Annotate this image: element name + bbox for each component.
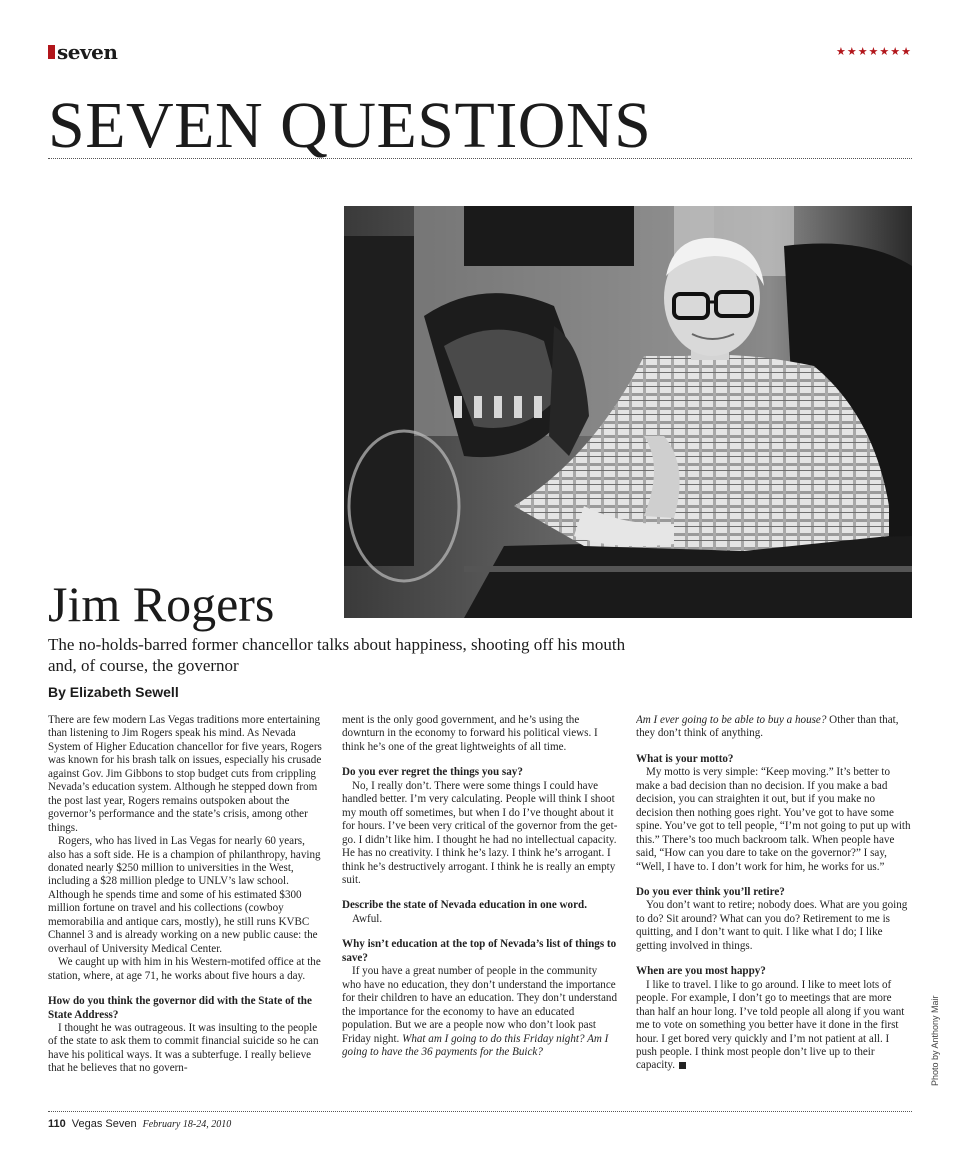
answer-1-continued: ment is the only good government, and he’s using the downturn in the economy to forward his political views. I think he’s one of the great lightweights of all time. <box>342 714 598 753</box>
portrait-photo <box>344 206 912 618</box>
question-5: What is your motto? <box>636 752 734 765</box>
question-2: Do you ever regret the things you say? <box>342 766 523 779</box>
answer-2: No, I really don’t. There were some things I could have handled better. I’m very calculating. People will think I shoot my mouth off sometimes, but when I do I’ve thought about it for hours. I’ve been very critical of the governor from the get-go. I didn’t like him. I thought he had no intellectual capacity. He has no creativity. I think he’s lazy. I think he’s arrogant. I think he’s destructively arrogant. I think he is really an empty suit. <box>342 779 618 886</box>
publication-name: Vegas Seven <box>71 1118 137 1130</box>
answer-3: Awful. <box>352 912 383 925</box>
answer-5: My motto is very simple: “Keep moving.” It’s better to make a bad decision than no decision. If you make a bad decision, you can straighten it out, but if you make no decision then nothing goes right. You’ve got to have some spine. You’ve got to tell people, “I’m not going to put up with this.” There’s too much backroom talk. When people have said, “How can you dare to take on the governor?” I say, “Well, I have to. I don’t work for him, he works for us.” <box>636 766 911 873</box>
question-7: When are you most happy? <box>636 965 766 978</box>
question-6: Do you ever think you’ll retire? <box>636 885 785 898</box>
question-1: How do you think the governor did with the State of the State Address? <box>48 995 312 1021</box>
byline: By Elizabeth Sewell <box>48 684 179 700</box>
answer-4-text: If you have a great number of people in the community who have no education, they don’t understand the importance for their children to have an education. They don’t understand the importance for the economy to have an educated population. But we are a people now who don’t look past Friday night. <box>342 965 617 1045</box>
article-column-1 <box>48 714 324 1104</box>
article-column-3 <box>636 714 912 1104</box>
end-of-article-mark <box>679 1062 686 1069</box>
header-dotted-rule <box>48 158 912 159</box>
answer-4-italic: What am I going to do this Friday night? Am I going to have the 36 payments for the Buick? <box>342 1032 609 1058</box>
answer-7-text: I like to travel. I like to go around. I like to meet lots of people. For example, I don’t go to meetings that are more than half an hour long. I’ve told people all along if you want me to vote on something you better have it done in the first hour. I get bored very quickly and I’m not patient at all. I push people. I think most people don’t live up to their capacity. <box>636 978 905 1072</box>
article-column-2 <box>342 714 618 1104</box>
question-3: Describe the state of Nevada education in one word. <box>342 899 587 912</box>
intro-paragraph-1: There are few modern Las Vegas traditions more entertaining than listening to Jim Rogers speak his mind. As Nevada System of Higher Education chancellor for five years, Rogers was known for his brash talk on issues, especially his crusade against Gov. Jim Gibbons to stop budget cuts from crippling Nevada’s education system. Although he stepped down from the post last year, Rogers remains outspoken about the governor’s performance and the state’s crisis, among other things. <box>48 714 322 834</box>
issue-date: February 18-24, 2010 <box>142 1119 232 1130</box>
magazine-logo <box>48 42 117 62</box>
article-headline: Jim Rogers <box>48 576 275 632</box>
star-rating-decoration: ★★★★★★★ <box>835 46 912 58</box>
answer-7 <box>636 979 912 1073</box>
intro-paragraph-2: Rogers, who has lived in Las Vegas for nearly 60 years, also has a soft side. He is a champion of philanthropy, having donated nearly $250 million to universities in the West, including a $28 million pledge to UNLV’s law school. Although he spends time and some of his estimated $300 million fortune on travel and his collections (cowboy memorabilia and antique cars, mostly), he still runs KVBC Channel 3 and is already working on a new public cause: the overhaul of University Medical Center. <box>48 835 321 955</box>
photo-credit: Photo by Anthony Mair <box>930 995 940 1086</box>
intro-paragraph-3: We caught up with him in his Western-motifed office at the station, where, at age 71, he works about five hours a day. <box>48 956 321 982</box>
logo-text: seven <box>57 40 118 64</box>
answer-4 <box>342 965 618 1059</box>
answer-4-text-continued: Other than that, they don’t think of anything. <box>636 714 899 740</box>
section-title: SEVEN QUESTIONS <box>48 89 652 162</box>
page-footer <box>48 1118 231 1130</box>
footer-dotted-rule <box>48 1111 912 1112</box>
question-4: Why isn’t education at the top of Nevada’s list of things to save? <box>342 938 617 964</box>
logo-accent-bar <box>48 45 55 59</box>
answer-1: I thought he was outrageous. It was insulting to the people of the state to ask them to commit financial suicide so he can have his political ways. It was a subterfuge. I really believe that he believes that no govern- <box>48 1021 319 1075</box>
answer-4-italic-continued: Am I ever going to be able to buy a house? <box>636 714 827 726</box>
answer-6: You don’t want to retire; nobody does. What are you going to do? Sit around? What can you do? Retirement to me is quitting, and I don’t want to quit. I like what I do; I like getting involved in things. <box>636 899 908 952</box>
answer-4-continued <box>636 714 912 741</box>
page-number: 110 <box>48 1118 66 1130</box>
article-dek: The no-holds-barred former chancellor talks about happiness, shooting off his mouth and, of course, the governor <box>48 635 626 675</box>
